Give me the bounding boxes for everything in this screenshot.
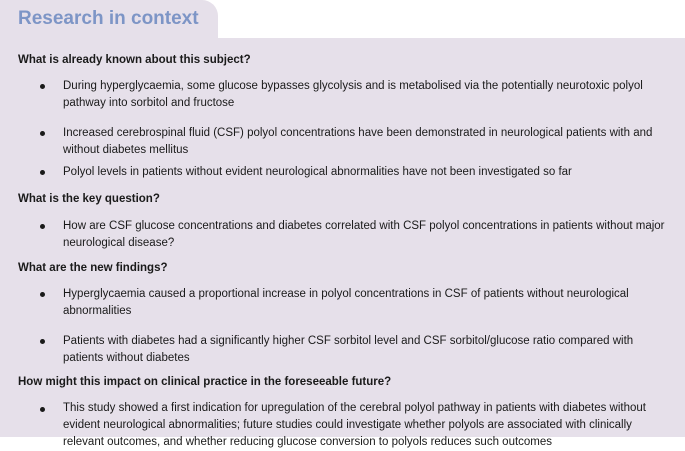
list-item: How are CSF glucose concentrations and diabetes correlated with CSF polyol concentrations in patients without major neurological disease? xyxy=(63,220,665,249)
section-heading-new-findings: What are the new findings? xyxy=(18,262,168,274)
title-tab xyxy=(0,0,218,38)
bullet-icon xyxy=(40,223,48,231)
bullet-icon xyxy=(40,130,48,138)
list-item: Patients with diabetes had a significantly higher CSF sorbitol level and CSF sorbitol/glucose ratio compared with patients without diabetes xyxy=(63,335,634,364)
section-heading-clinical-impact: How might this impact on clinical practice in the foreseeable future? xyxy=(18,376,392,388)
list-item: Hyperglycaemia caused a proportional increase in polyol concentrations in CSF of patients without neurological abnormalities xyxy=(63,288,629,317)
bullet-icon xyxy=(40,406,48,414)
section-heading-key-question: What is the key question? xyxy=(18,193,160,205)
section-heading-known: What is already known about this subject? xyxy=(18,54,251,66)
list-item: This study showed a first indication for upregulation of the cerebral polyol pathway in patients with diabetes without evident neurological abnormalities; future studies could investigate whether polyols are associated with clinically relevant outcomes, and whether reducing glucose conversion to polyols reduces such outcomes xyxy=(63,402,646,448)
box-title: Research in context xyxy=(18,8,199,29)
bullet-icon xyxy=(40,83,48,91)
list-item: Polyol levels in patients without evident neurological abnormalities have not been investigated so far xyxy=(63,166,572,178)
bullet-icon xyxy=(40,291,48,299)
bullet-icon xyxy=(40,169,48,177)
list-item: During hyperglycaemia, some glucose bypasses glycolysis and is metabolised via the potentially neurotoxic polyol pathway into sorbitol and fructose xyxy=(63,80,643,109)
bullet-icon xyxy=(40,338,48,346)
research-in-context-box xyxy=(0,38,685,448)
list-item: Increased cerebrospinal fluid (CSF) polyol concentrations have been demonstrated in neurological patients with and without diabetes mellitus xyxy=(63,127,653,156)
